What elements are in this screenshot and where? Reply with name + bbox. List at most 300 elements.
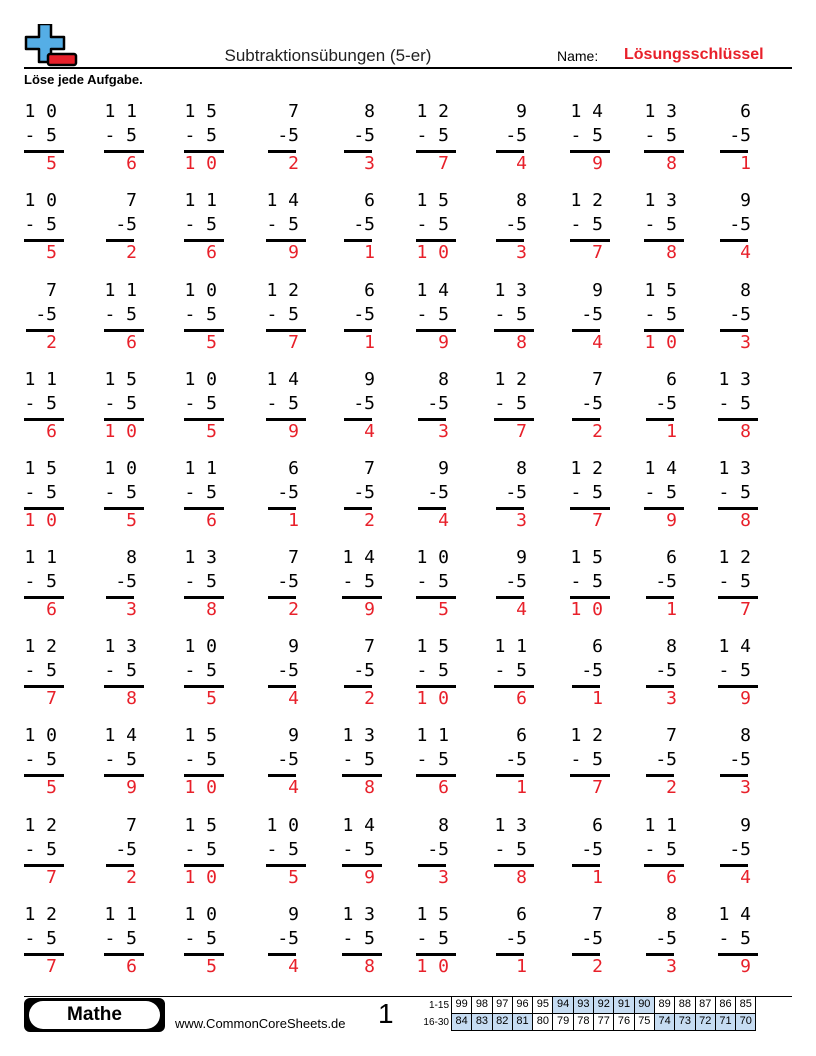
problem-bar	[572, 953, 600, 956]
problem-subtrahend: - 5	[570, 214, 603, 235]
problem-subtrahend: - 5	[184, 482, 217, 503]
problem	[490, 458, 550, 531]
problem-top-number: 9	[288, 725, 299, 746]
problem-top-number: 1 3	[184, 547, 217, 568]
problem-bar	[24, 864, 64, 867]
problem-subtrahend: -5	[581, 839, 603, 860]
problem-answer: 1 0	[184, 867, 217, 888]
problem	[180, 725, 240, 798]
problem-subtrahend: -5	[277, 482, 299, 503]
problem-bar	[344, 418, 372, 421]
problem-answer: 5	[288, 867, 299, 888]
score-cell: 96	[512, 996, 533, 1014]
problem-top-number: 7	[666, 725, 677, 746]
problem-top-number: 6	[740, 101, 751, 122]
problem-answer: 1 0	[104, 421, 137, 442]
problem	[714, 815, 774, 888]
problem-subtrahend: - 5	[342, 571, 375, 592]
instruction: Löse jede Aufgabe.	[24, 72, 143, 87]
problem-answer: 4	[288, 777, 299, 798]
problem-bar	[644, 150, 684, 153]
problem-answer: 6	[46, 421, 57, 442]
problem-subtrahend: -5	[505, 214, 527, 235]
problem-subtrahend: -5	[277, 660, 299, 681]
score-cell: 73	[674, 1013, 695, 1031]
problem-top-number: 1 1	[24, 369, 57, 390]
problem-subtrahend: - 5	[416, 304, 449, 325]
problem-subtrahend: - 5	[24, 839, 57, 860]
problem	[20, 280, 80, 353]
problem	[20, 369, 80, 442]
problem	[338, 725, 398, 798]
problem-top-number: 8	[438, 369, 449, 390]
problem-top-number: 6	[516, 904, 527, 925]
problem	[100, 280, 160, 353]
score-cell: 77	[593, 1013, 614, 1031]
problem-top-number: 1 3	[104, 636, 137, 657]
problem-bar	[570, 596, 610, 599]
problem-top-number: 1 3	[718, 369, 751, 390]
problem-top-number: 1 4	[644, 458, 677, 479]
problem-top-number: 1 1	[104, 101, 137, 122]
problem	[566, 904, 626, 977]
problem-top-number: 1 3	[718, 458, 751, 479]
problem-top-number: 6	[592, 815, 603, 836]
problem-answer: 9	[364, 867, 375, 888]
brand-label: Mathe	[29, 1001, 160, 1029]
problem-bar	[644, 864, 684, 867]
problem-bar	[572, 418, 600, 421]
problem-answer: 3	[438, 867, 449, 888]
problem-top-number: 1 5	[416, 904, 449, 925]
problem-top-number: 1 1	[644, 815, 677, 836]
problem-answer: 6	[516, 688, 527, 709]
problem-answer: 2	[126, 867, 137, 888]
problem-top-number: 8	[364, 101, 375, 122]
problem-top-number: 1 2	[570, 190, 603, 211]
problem-bar	[720, 864, 748, 867]
problem-subtrahend: - 5	[104, 660, 137, 681]
problem	[412, 547, 472, 620]
problem-answer: 2	[592, 956, 603, 977]
score-cell: 76	[613, 1013, 634, 1031]
problem	[180, 190, 240, 263]
problem-bar	[344, 507, 372, 510]
problem-subtrahend: -5	[581, 304, 603, 325]
problem-bar	[184, 418, 224, 421]
problem-subtrahend: -5	[505, 928, 527, 949]
problem	[180, 369, 240, 442]
problem-top-number: 1 3	[342, 904, 375, 925]
problem-bar	[342, 774, 382, 777]
problem-answer: 8	[126, 688, 137, 709]
problem-bar	[416, 953, 456, 956]
problem-subtrahend: - 5	[416, 125, 449, 146]
problem-answer: 7	[438, 153, 449, 174]
problem-top-number: 9	[438, 458, 449, 479]
problem-answer: 5	[206, 421, 217, 442]
problem-subtrahend: - 5	[24, 660, 57, 681]
problem	[714, 280, 774, 353]
problem-answer: 3	[740, 332, 751, 353]
problem-top-number: 1 4	[342, 547, 375, 568]
problem-answer: 6	[126, 153, 137, 174]
problem-top-number: 9	[740, 190, 751, 211]
problem-subtrahend: - 5	[104, 749, 137, 770]
problem	[412, 190, 472, 263]
problem-answer: 3	[666, 688, 677, 709]
problem-top-number: 8	[740, 725, 751, 746]
problem	[180, 101, 240, 174]
problem-top-number: 7	[126, 190, 137, 211]
problem-subtrahend: -5	[115, 214, 137, 235]
problem-answer: 3	[364, 153, 375, 174]
problem-answer: 6	[206, 510, 217, 531]
score-cell: 94	[552, 996, 573, 1014]
problem-top-number: 1 5	[644, 280, 677, 301]
problem-answer: 3	[516, 510, 527, 531]
problem-bar	[184, 239, 224, 242]
problem-subtrahend: -5	[505, 749, 527, 770]
problem-subtrahend: -5	[353, 660, 375, 681]
problem-subtrahend: -5	[581, 928, 603, 949]
problem-answer: 8	[666, 242, 677, 263]
problem-answer: 9	[126, 777, 137, 798]
problem-bar	[344, 150, 372, 153]
problem	[490, 190, 550, 263]
problem-answer: 7	[288, 332, 299, 353]
problem-bar	[416, 239, 456, 242]
problem	[566, 458, 626, 531]
problem-top-number: 1 2	[494, 369, 527, 390]
problem-top-number: 1 2	[24, 815, 57, 836]
problem-subtrahend: -5	[581, 393, 603, 414]
problem	[20, 101, 80, 174]
problem-bar	[26, 329, 54, 332]
problem-subtrahend: - 5	[266, 839, 299, 860]
problem-top-number: 1 3	[644, 101, 677, 122]
problem-bar	[184, 685, 224, 688]
problem-top-number: 1 0	[24, 101, 57, 122]
problem-answer: 9	[740, 956, 751, 977]
problem-answer: 6	[666, 867, 677, 888]
problem-bar	[104, 418, 144, 421]
problem-answer: 7	[46, 688, 57, 709]
problem-answer: 4	[516, 153, 527, 174]
problem-answer: 8	[740, 421, 751, 442]
problem-subtrahend: -5	[505, 125, 527, 146]
problem-subtrahend: - 5	[718, 928, 751, 949]
problem-top-number: 8	[740, 280, 751, 301]
problem	[338, 547, 398, 620]
score-cell: 92	[593, 996, 614, 1014]
problem-subtrahend: - 5	[24, 214, 57, 235]
problem-top-number: 1 2	[718, 547, 751, 568]
problem-subtrahend: - 5	[104, 928, 137, 949]
problem	[20, 547, 80, 620]
problem	[490, 369, 550, 442]
problem-answer: 7	[592, 242, 603, 263]
problem-subtrahend: - 5	[104, 125, 137, 146]
score-cell: 97	[492, 996, 513, 1014]
problem	[180, 904, 240, 977]
problem-subtrahend: -5	[353, 482, 375, 503]
problem	[100, 547, 160, 620]
problem-answer: 5	[438, 599, 449, 620]
problem	[412, 636, 472, 709]
problem-bar	[416, 150, 456, 153]
problem-subtrahend: -5	[729, 125, 751, 146]
problem-answer: 7	[46, 956, 57, 977]
problem-top-number: 8	[438, 815, 449, 836]
score-cell: 93	[573, 996, 594, 1014]
problem-answer: 1	[666, 421, 677, 442]
problem-answer: 4	[364, 421, 375, 442]
problem-answer: 8	[666, 153, 677, 174]
name-label: Name:	[557, 48, 599, 64]
problem-answer: 3	[516, 242, 527, 263]
problem-subtrahend: -5	[427, 839, 449, 860]
problem-bar	[342, 864, 382, 867]
problem-subtrahend: - 5	[342, 928, 375, 949]
problem-bar	[416, 596, 456, 599]
problem-subtrahend: - 5	[266, 393, 299, 414]
problem-top-number: 7	[592, 369, 603, 390]
problem	[640, 369, 700, 442]
score-row	[412, 997, 792, 1014]
score-cell: 98	[471, 996, 492, 1014]
problem-top-number: 1 0	[184, 369, 217, 390]
problem	[490, 636, 550, 709]
problem-answer: 8	[516, 867, 527, 888]
problem-bar	[572, 685, 600, 688]
problem-bar	[494, 685, 534, 688]
problem-subtrahend: - 5	[342, 839, 375, 860]
problem-top-number: 9	[740, 815, 751, 836]
problem-top-number: 1 5	[570, 547, 603, 568]
problem	[100, 101, 160, 174]
problem-subtrahend: - 5	[24, 393, 57, 414]
problem-bar	[104, 150, 144, 153]
problem-top-number: 1 5	[416, 636, 449, 657]
problem-top-number: 7	[288, 101, 299, 122]
problem-subtrahend: - 5	[104, 482, 137, 503]
problem-subtrahend: - 5	[644, 482, 677, 503]
problem	[100, 636, 160, 709]
problem	[20, 458, 80, 531]
problem-bar	[24, 953, 64, 956]
problem	[262, 904, 322, 977]
problem	[566, 725, 626, 798]
problem-answer: 8	[364, 956, 375, 977]
problem-bar	[24, 774, 64, 777]
problem-bar	[268, 774, 296, 777]
problem-top-number: 1 0	[24, 725, 57, 746]
problem	[490, 725, 550, 798]
score-cell: 82	[492, 1013, 513, 1031]
problem-bar	[646, 418, 674, 421]
problem-bar	[720, 150, 748, 153]
problem-bar	[572, 864, 600, 867]
problem-bar	[184, 774, 224, 777]
problem-answer: 6	[126, 956, 137, 977]
problem-bar	[570, 774, 610, 777]
header-rule	[24, 67, 792, 69]
problem-top-number: 6	[364, 280, 375, 301]
problem-answer: 1 0	[184, 777, 217, 798]
problem	[262, 815, 322, 888]
problem-top-number: 1 2	[24, 904, 57, 925]
problem-top-number: 1 4	[266, 190, 299, 211]
problem	[714, 369, 774, 442]
problem-bar	[646, 774, 674, 777]
problem-top-number: 1 5	[184, 101, 217, 122]
problem-top-number: 1 0	[104, 458, 137, 479]
problem	[262, 101, 322, 174]
problem-bar	[494, 418, 534, 421]
problem-top-number: 6	[288, 458, 299, 479]
problem-bar	[24, 150, 64, 153]
problem-subtrahend: - 5	[570, 749, 603, 770]
problem-subtrahend: - 5	[718, 482, 751, 503]
problem-bar	[718, 507, 758, 510]
problem-answer: 7	[46, 867, 57, 888]
problem-bar	[104, 774, 144, 777]
problem-top-number: 1 2	[570, 458, 603, 479]
problem-answer: 9	[666, 510, 677, 531]
problem-answer: 7	[592, 510, 603, 531]
problem-bar	[720, 329, 748, 332]
problem	[412, 101, 472, 174]
problem-subtrahend: -5	[729, 749, 751, 770]
problem-bar	[494, 864, 534, 867]
problem-bar	[644, 329, 684, 332]
problem-bar	[342, 596, 382, 599]
problem-subtrahend: - 5	[718, 660, 751, 681]
problem-subtrahend: -5	[353, 304, 375, 325]
problem-subtrahend: - 5	[494, 393, 527, 414]
problem-bar	[496, 953, 524, 956]
problem	[490, 904, 550, 977]
score-cell: 91	[613, 996, 634, 1014]
problem-bar	[570, 239, 610, 242]
problem	[640, 636, 700, 709]
problem-bar	[416, 685, 456, 688]
problem-top-number: 1 2	[570, 725, 603, 746]
problem	[262, 725, 322, 798]
score-cell: 72	[695, 1013, 716, 1031]
problem-subtrahend: - 5	[644, 839, 677, 860]
problem-bar	[266, 864, 306, 867]
problem-answer: 5	[46, 153, 57, 174]
problem-answer: 1	[516, 956, 527, 977]
problem	[412, 815, 472, 888]
problem	[640, 101, 700, 174]
problem	[490, 280, 550, 353]
problem-bar	[268, 507, 296, 510]
problem-top-number: 7	[46, 280, 57, 301]
problem-bar	[570, 150, 610, 153]
problem-answer: 1 0	[416, 956, 449, 977]
problem-answer: 1	[364, 242, 375, 263]
problem	[412, 280, 472, 353]
problem-answer: 2	[364, 510, 375, 531]
problem	[566, 280, 626, 353]
problem-top-number: 1 5	[24, 458, 57, 479]
problem-answer: 7	[740, 599, 751, 620]
problem-answer: 9	[592, 153, 603, 174]
problem-bar	[416, 774, 456, 777]
problem-subtrahend: -5	[505, 571, 527, 592]
problem-bar	[496, 507, 524, 510]
problem-subtrahend: - 5	[104, 304, 137, 325]
problem-top-number: 1 2	[416, 101, 449, 122]
score-cell: 75	[634, 1013, 655, 1031]
problem	[490, 101, 550, 174]
problem-bar	[644, 507, 684, 510]
problem-top-number: 9	[516, 101, 527, 122]
problem-top-number: 8	[666, 904, 677, 925]
problem-top-number: 1 1	[494, 636, 527, 657]
problem-top-number: 1 1	[184, 458, 217, 479]
problem-bar	[184, 596, 224, 599]
problem-subtrahend: -5	[655, 571, 677, 592]
problem	[100, 904, 160, 977]
problem-subtrahend: - 5	[416, 749, 449, 770]
problem-subtrahend: -5	[655, 660, 677, 681]
problem-answer: 5	[206, 332, 217, 353]
problem-bar	[644, 239, 684, 242]
problem-top-number: 7	[592, 904, 603, 925]
problem-answer: 8	[364, 777, 375, 798]
problem-answer: 1	[516, 777, 527, 798]
problem	[714, 725, 774, 798]
problem-subtrahend: - 5	[24, 482, 57, 503]
brand-badge	[24, 998, 165, 1032]
problem-subtrahend: - 5	[416, 660, 449, 681]
problem	[20, 725, 80, 798]
problem	[566, 815, 626, 888]
problem	[338, 369, 398, 442]
problem-bar	[268, 685, 296, 688]
problem-top-number: 1 3	[342, 725, 375, 746]
problem-top-number: 1 4	[266, 369, 299, 390]
problem-bar	[344, 329, 372, 332]
problem-bar	[646, 953, 674, 956]
problem-bar	[24, 596, 64, 599]
problem	[180, 280, 240, 353]
problem-bar	[104, 685, 144, 688]
score-cell: 78	[573, 1013, 594, 1031]
problem-subtrahend: -5	[35, 304, 57, 325]
problem-answer: 6	[126, 332, 137, 353]
problem-answer: 9	[740, 688, 751, 709]
problem-answer: 1 0	[24, 510, 57, 531]
problem-top-number: 1 3	[644, 190, 677, 211]
problem-answer: 4	[516, 599, 527, 620]
problem-subtrahend: -5	[353, 125, 375, 146]
problem	[714, 547, 774, 620]
problem-bar	[268, 953, 296, 956]
problem-bar	[418, 507, 446, 510]
problem-subtrahend: -5	[729, 304, 751, 325]
problem	[640, 458, 700, 531]
problem-answer: 5	[126, 510, 137, 531]
problem-answer: 1	[592, 688, 603, 709]
problem-top-number: 9	[592, 280, 603, 301]
problem-top-number: 1 0	[184, 280, 217, 301]
problem-bar	[266, 239, 306, 242]
